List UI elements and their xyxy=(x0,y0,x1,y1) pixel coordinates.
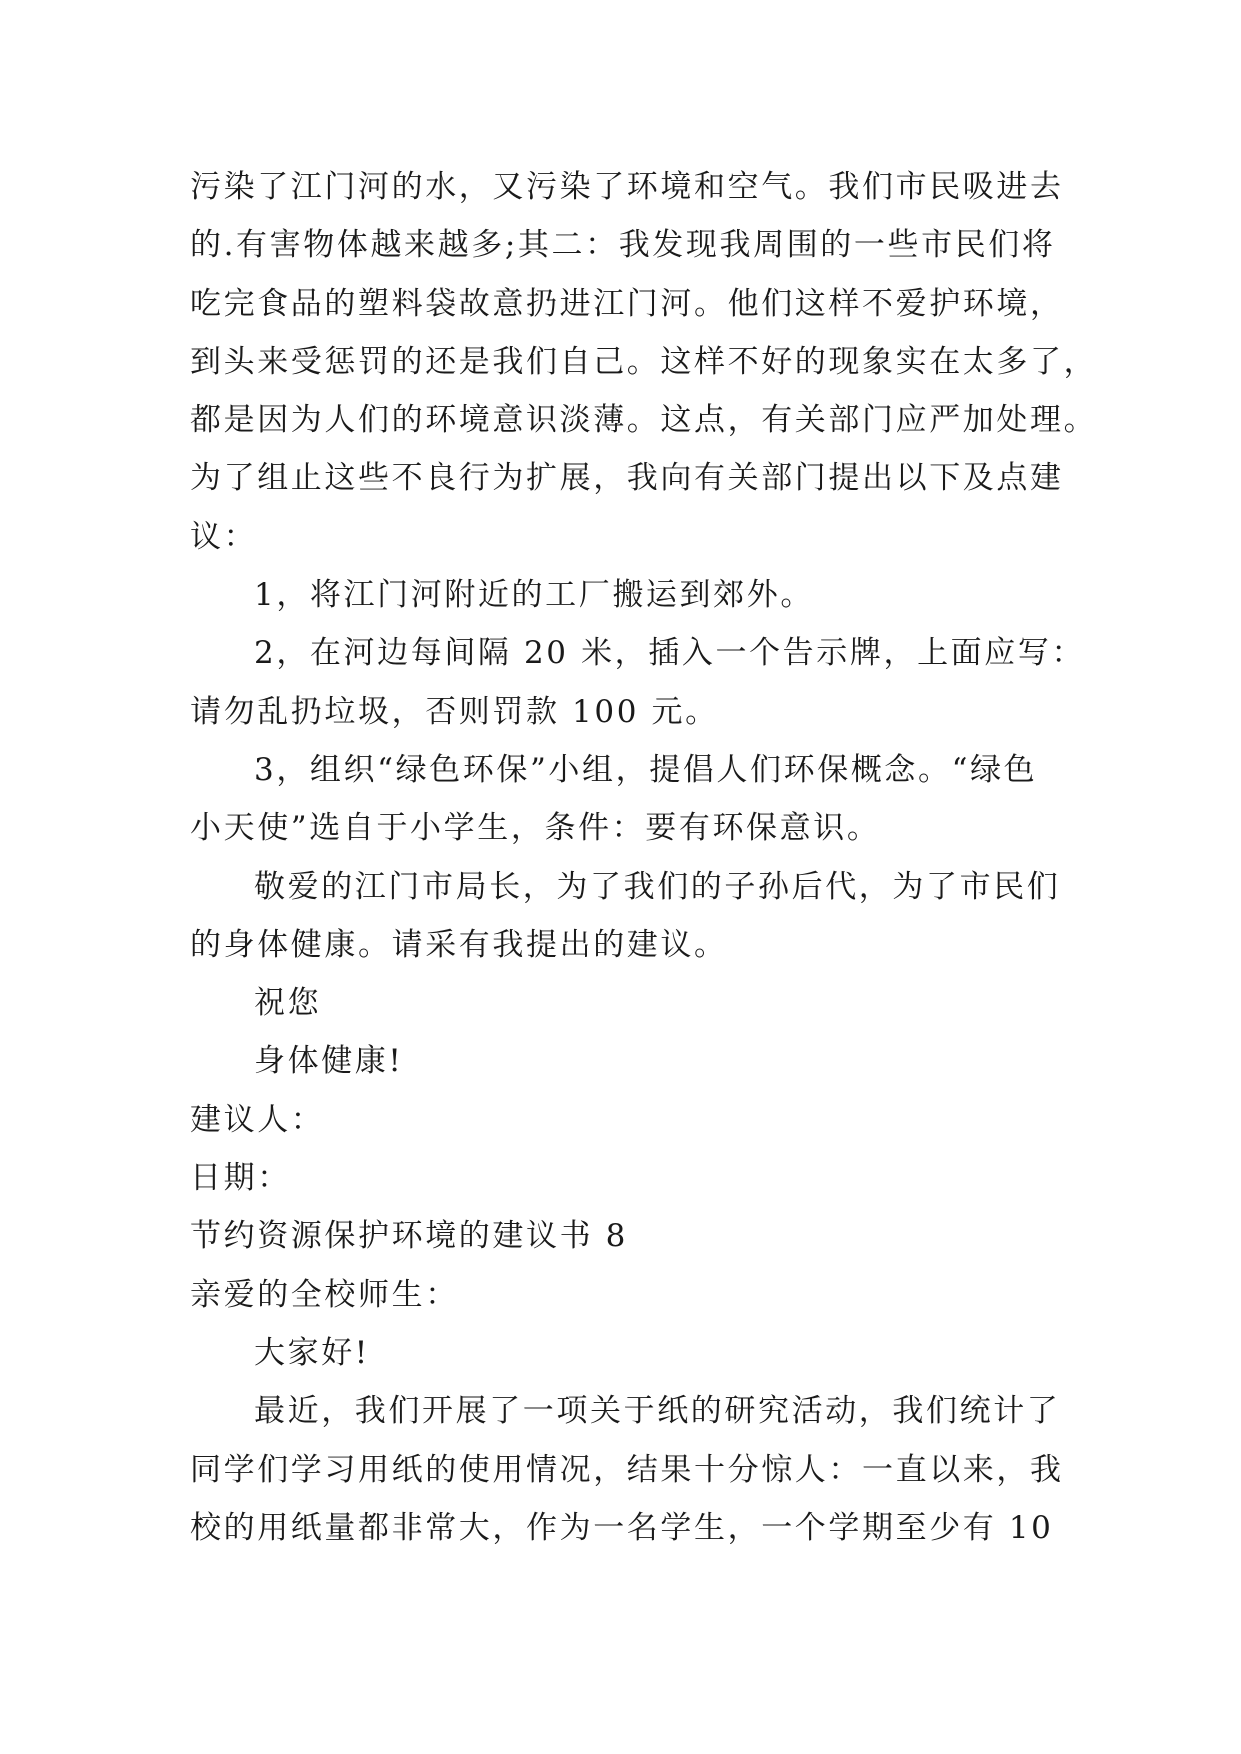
text-line: 议： xyxy=(190,518,258,555)
text-line: 身体健康! xyxy=(254,1043,404,1080)
text-line: 吃完食品的塑料袋故意扔进江门河。他们这样不爱护环境， xyxy=(190,285,1064,322)
text-line: 3，组织“绿色环保”小组，提倡人们环保概念。“绿色 xyxy=(254,751,1038,788)
text-line: 同学们学习用纸的使用情况，结果十分惊人：一直以来，我 xyxy=(190,1451,1064,1488)
text-line: 敬爱的江门市局长，为了我们的子孙后代，为了市民们 xyxy=(254,868,1061,905)
text-line: 祝您 xyxy=(254,985,322,1022)
text-line: 小天使”选自于小学生，条件：要有环保意识。 xyxy=(190,810,881,847)
text-line: 请勿乱扔垃圾，否则罚款 100 元。 xyxy=(190,693,719,730)
text-line: 日期： xyxy=(190,1160,291,1197)
text-line: 为了组止这些不良行为扩展，我向有关部门提出以下及点建 xyxy=(190,460,1064,497)
text-line: 节约资源保护环境的建议书 8 xyxy=(190,1218,628,1255)
text-line: 建议人： xyxy=(190,1101,325,1138)
document-body xyxy=(190,158,1098,1557)
text-line: 的.有害物体越来越多;其二：我发现我周围的一些市民们将 xyxy=(190,227,1056,264)
text-line: 1，将江门河附近的工厂搬运到郊外。 xyxy=(254,577,814,614)
text-line: 污染了江门河的水，又污染了环境和空气。我们市民吸进去 xyxy=(190,169,1064,205)
text-line: 2，在河边每间隔 20 米，插入一个告示牌，上面应写： xyxy=(254,635,1086,672)
text-line: 亲爱的全校师生： xyxy=(190,1276,459,1313)
text-line: 都是因为人们的环境意识淡薄。这点，有关部门应严加处理。 xyxy=(190,402,1098,439)
text-line: 校的用纸量都非常大，作为一名学生，一个学期至少有 10 xyxy=(190,1509,1054,1546)
text-line: 最近，我们开展了一项关于纸的研究活动，我们统计了 xyxy=(254,1393,1061,1430)
text-line: 的身体健康。请采有我提出的建议。 xyxy=(190,926,728,963)
text-line: 到头来受惩罚的还是我们自己。这样不好的现象实在太多了， xyxy=(190,343,1098,380)
text-line: 大家好! xyxy=(254,1334,370,1371)
